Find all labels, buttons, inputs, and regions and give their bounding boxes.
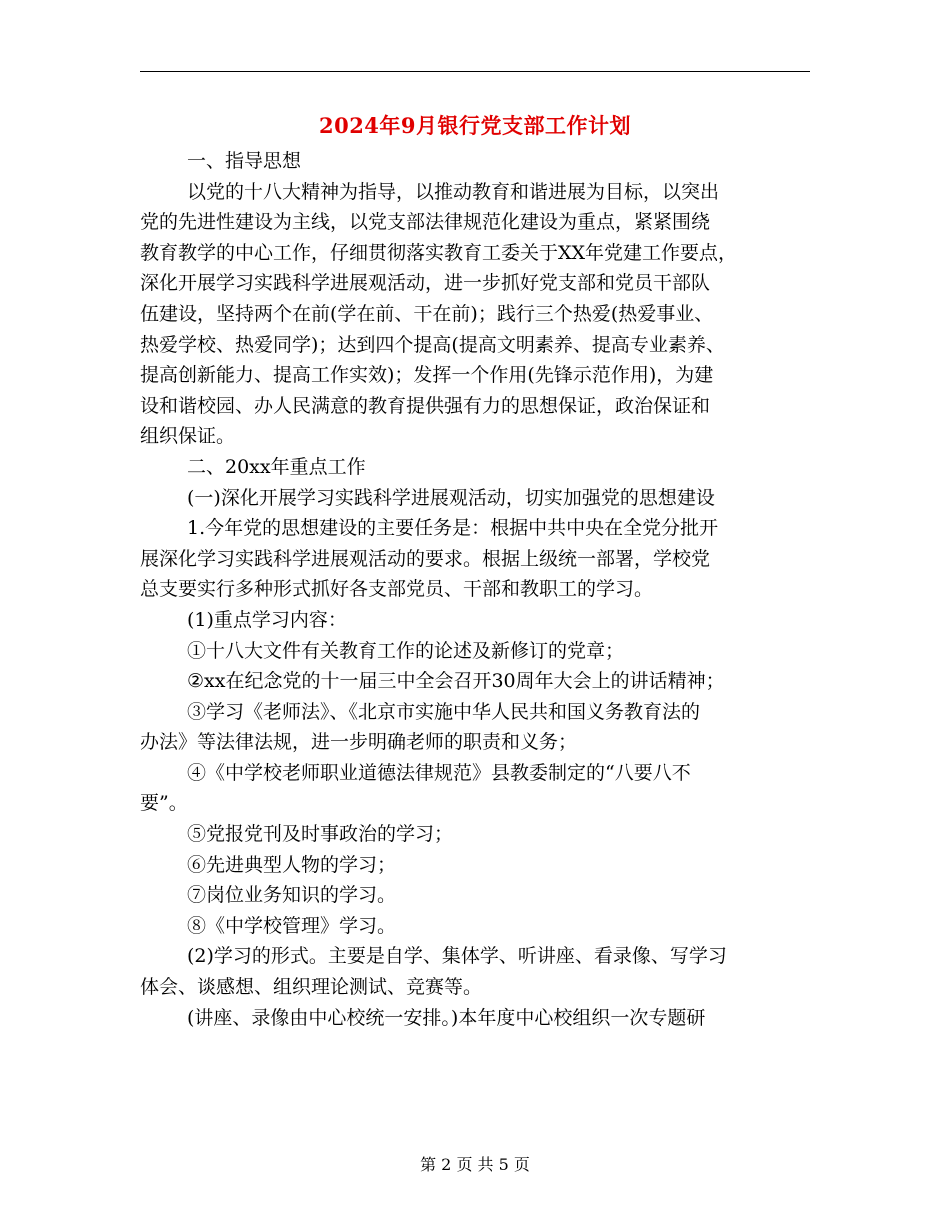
text-line: 一、指导思想 (187, 150, 302, 172)
header-rule (140, 71, 810, 72)
text-line: 1.今年党的思想建设的主要任务是：根据中共中央在全党分批开 (187, 517, 719, 540)
text-line: (2)学习的形式。主要是自学、集体学、听讲座、看录像、写学习 (187, 945, 727, 968)
document-title: 2024年9月银行党支部工作计划 (318, 113, 632, 138)
text-line: 教育教学的中心工作，仔细贯彻落实教育工委关于XX年党建工作要点， (140, 241, 738, 264)
text-line: ①十八大文件有关教育工作的论述及新修订的党章； (187, 639, 625, 662)
text-line: 热爱学校、热爱同学)；达到四个提高(提高文明素养、提高专业素养、 (140, 333, 725, 356)
text-line: 体会、谈感想、组织理论测试、竞赛等。 (140, 976, 483, 999)
text-line: ⑧《中学校管理》学习。 (187, 914, 397, 937)
text-line: 总支要实行多种形式抓好各支部党员、干部和教职工的学习。 (140, 578, 654, 601)
page-number: 第 2 页 共 5 页 (420, 1155, 530, 1174)
text-line: 展深化学习实践科学进展观活动的要求。根据上级统一部署，学校党 (140, 547, 711, 570)
text-line: ⑥先进典型人物的学习； (187, 853, 397, 876)
text-line: 党的先进性建设为主线，以党支部法律规范化建设为重点，紧紧围绕 (140, 211, 711, 234)
text-line: ③学习《老师法》、《北京市实施中华人民共和国义务教育法的 (187, 700, 701, 723)
text-line: ④《中学校老师职业道德法律规范》县教委制定的“八要八不 (187, 761, 691, 784)
text-line: ⑤党报党刊及时事政治的学习； (187, 823, 454, 846)
text-line: 以党的十八大精神为指导，以推动教育和谐进展为目标，以突出 (187, 180, 720, 203)
text-line: 伍建设，坚持两个在前(学在前、干在前)；践行三个热爱(热爱事业、 (140, 302, 714, 325)
text-line: (讲座、录像由中心校统一安排。)本年度中心校组织一次专题研 (187, 1006, 706, 1029)
text-line: (一)深化开展学习实践科学进展观活动，切实加强党的思想建设 (187, 486, 715, 509)
text-line: 提高创新能力、提高工作实效)；发挥一个作用(先锋示范作用)，为建 (140, 364, 714, 387)
text-line: ②xx在纪念党的十一届三中全会召开30周年大会上的讲话精神； (187, 670, 725, 693)
text-line: 深化开展学习实践科学进展观活动，进一步抓好党支部和党员干部队 (140, 272, 711, 295)
document-body (140, 146, 812, 1033)
text-line: (1)重点学习内容： (187, 608, 347, 631)
text-line: 组织保证。 (140, 425, 236, 448)
text-line: 二、20xx年重点工作 (187, 455, 366, 478)
text-line: 设和谐校园、办人民满意的教育提供强有力的思想保证，政治保证和 (140, 394, 711, 417)
text-line: ⑦岗位业务知识的学习。 (187, 884, 397, 907)
text-line: 要”。 (140, 792, 188, 815)
text-line: 办法》等法律法规，进一步明确老师的职责和义务； (140, 731, 578, 754)
